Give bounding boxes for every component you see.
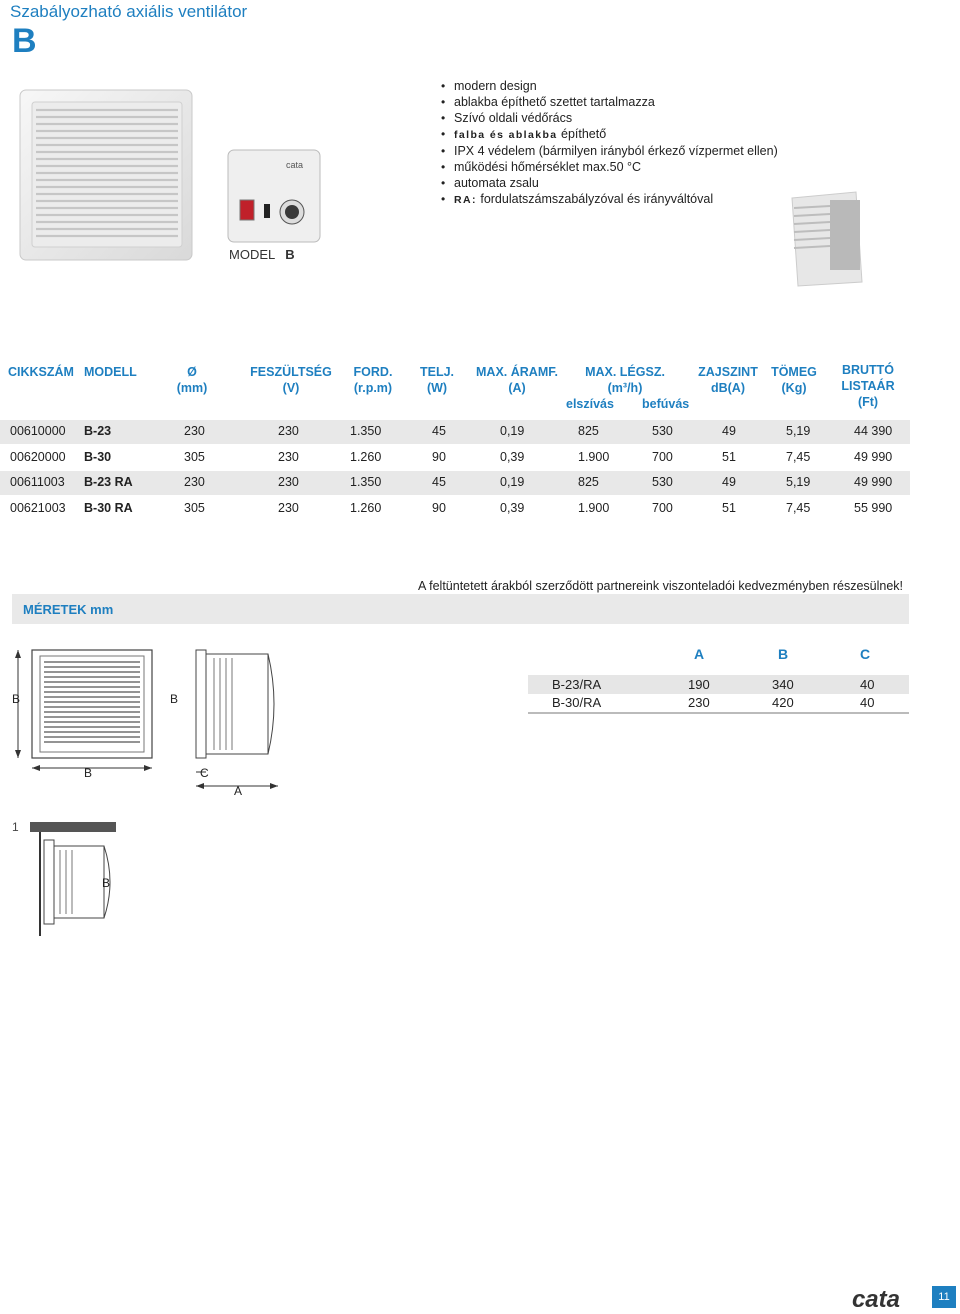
cell-noise: 49 [722,475,736,489]
cell-code: 00611003 [10,475,65,489]
cell-weight: 5,19 [786,424,811,438]
cell-amp: 0,19 [500,475,525,489]
cell-watt: 45 [432,424,446,438]
cell-model: B-30 RA [84,501,133,515]
feature-item [440,191,778,208]
cell-volt: 230 [278,475,299,489]
page-number: 11 [932,1286,956,1308]
cell-air-in: 1.900 [578,501,610,515]
cell-amp: 0,39 [500,450,525,464]
th-listaar-label: LISTAÁR [841,379,895,393]
cell-price: 49 990 [854,450,893,464]
cell-watt: 90 [432,450,446,464]
cell-model: B-23 [84,424,112,438]
dim-c: 40 [860,677,875,692]
cell-price: 49 990 [854,475,893,489]
th-legsz [570,364,680,396]
th-tomeg-unit: (Kg) [781,381,807,395]
meretek-bar [12,594,909,624]
cell-rpm: 1.350 [350,424,382,438]
feature-prefix: RA: [454,194,477,206]
cell-diam: 230 [184,475,205,489]
cell-air-in: 1.900 [578,450,610,464]
cell-air-out: 700 [652,501,673,515]
th-zaj-label: ZAJSZINT [698,365,758,379]
th-diam-label: Ø [187,365,197,379]
th-diam [172,364,212,396]
th-befuvas: befúvás [642,397,690,411]
direction-switch-icon [264,204,270,218]
cell-code: 00620000 [10,450,66,464]
dim-th-c: C [860,646,871,662]
th-telj-label: TELJ. [419,365,455,379]
th-zaj [692,364,764,396]
cell-model: B-23 RA [84,475,133,489]
feature-prefix: falba és ablakba [454,129,558,141]
th-legsz-label: MAX. LÉGSZ. [585,365,665,379]
cell-watt: 45 [432,475,446,489]
dim-row [528,693,909,714]
cell-weight: 5,19 [786,475,811,489]
dim-a: 190 [688,677,710,692]
th-telj-unit: (W) [426,381,448,395]
cell-diam: 305 [184,501,205,515]
feature-item: • automata zsalu [440,175,778,191]
th-aram-unit: (A) [508,381,526,395]
fan-product-image [18,88,198,266]
model-label [229,247,295,262]
th-fesz [246,364,336,396]
th-diam-unit: (mm) [176,381,208,395]
cell-weight: 7,45 [786,450,811,464]
cell-weight: 7,45 [786,501,811,515]
table-row [0,446,910,470]
th-legsz-unit: (m³/h) [607,381,643,395]
th-brutto [836,362,900,410]
dim-model: B-30/RA [552,695,602,710]
cell-watt: 90 [432,501,446,515]
th-ford-label: FORD. [353,365,393,379]
power-switch-icon [240,200,254,220]
th-ford [348,364,398,396]
cell-air-out: 700 [652,450,673,464]
cell-code: 00621003 [10,501,66,515]
cell-diam: 230 [184,424,205,438]
th-aram-label: MAX. ÁRAMF. [476,365,558,379]
cell-rpm: 1.350 [350,475,382,489]
th-ft-unit: (Ft) [857,395,879,409]
table-row [0,471,910,495]
dim-letter-c: C [200,766,209,780]
th-zaj-unit: dB(A) [710,381,745,395]
cell-air-in: 825 [578,424,599,438]
feature-item: • modern design [440,78,778,94]
feature-list [440,78,778,208]
th-modell: MODELL [84,365,137,379]
meretek-label: MÉRETEK mm [23,602,114,617]
cell-air-in: 825 [578,475,599,489]
product-letter: B [12,22,37,60]
dim-model: B-23/RA [552,677,602,692]
dim-letter-b: B [84,766,93,780]
price-note: A feltüntetett árakból szerződött partnereink viszonteladói kedvezményben részesülnek! [418,579,903,593]
th-tomeg-label: TÖMEG [771,365,817,379]
dim-letter-b: B [102,876,111,890]
feature-text: építhető [557,127,607,141]
cell-noise: 51 [722,501,736,515]
dim-th-b: B [778,646,789,662]
cell-noise: 49 [722,424,736,438]
th-fesz-label: FESZÜLTSÉG [250,365,332,379]
cell-rpm: 1.260 [350,501,382,515]
cell-volt: 230 [278,501,299,515]
th-aram [474,364,560,396]
cell-noise: 51 [722,450,736,464]
dim-row [528,675,909,694]
speed-knob-icon [285,205,299,219]
controller-brand: cata [286,160,304,170]
cell-volt: 230 [278,450,299,464]
model-value: B [285,247,295,262]
dim-letter-b: B [12,692,21,706]
feature-item: • működési hőmérséklet max.50 °C [440,159,778,175]
dim-letter-b: B [170,692,179,706]
cell-code: 00610000 [10,424,66,438]
cata-logo: cata [851,1286,900,1313]
th-tomeg [768,364,820,396]
controller-image [226,148,322,244]
th-elszivas: elszívás [566,397,614,411]
drawing-number: 1 [12,820,19,834]
cell-price: 55 990 [854,501,893,515]
cell-air-out: 530 [652,424,673,438]
cell-model: B-30 [84,450,112,464]
th-fesz-unit: (V) [282,381,300,395]
dim-b: 420 [772,695,794,710]
cell-volt: 230 [278,424,299,438]
cell-amp: 0,19 [500,424,525,438]
page-title: Szabályozható axiális ventilátor [10,2,248,21]
th-brutto-label: BRUTTÓ [841,363,895,377]
dim-th-a: A [694,646,705,662]
cell-amp: 0,39 [500,501,525,515]
dim-a: 230 [688,695,710,710]
th-cikkszam: CIKKSZÁM [8,365,74,379]
th-telj [414,364,460,396]
window-mount-image [786,190,866,290]
cell-rpm: 1.260 [350,450,382,464]
dim-letter-a: A [234,784,243,798]
feature-item: • IPX 4 védelem (bármilyen irányból érkező vízpermet ellen) [440,143,778,159]
cell-diam: 305 [184,450,205,464]
cell-air-out: 530 [652,475,673,489]
table-row [0,420,910,444]
dim-b: 340 [772,677,794,692]
feature-item: • ablakba építhető szettet tartalmazza [440,94,778,110]
th-ford-unit: (r.p.m) [353,381,393,395]
dim-c: 40 [860,695,875,710]
table-row [0,497,910,521]
cell-price: 44 390 [854,424,893,438]
feature-item: • Szívó oldali védőrács [440,110,778,126]
model-label-text: MODEL [229,247,276,262]
dimension-drawing [10,640,310,820]
feature-item [440,126,778,143]
feature-text: fordulatszámszabályzóval és irányváltóval [476,192,714,206]
